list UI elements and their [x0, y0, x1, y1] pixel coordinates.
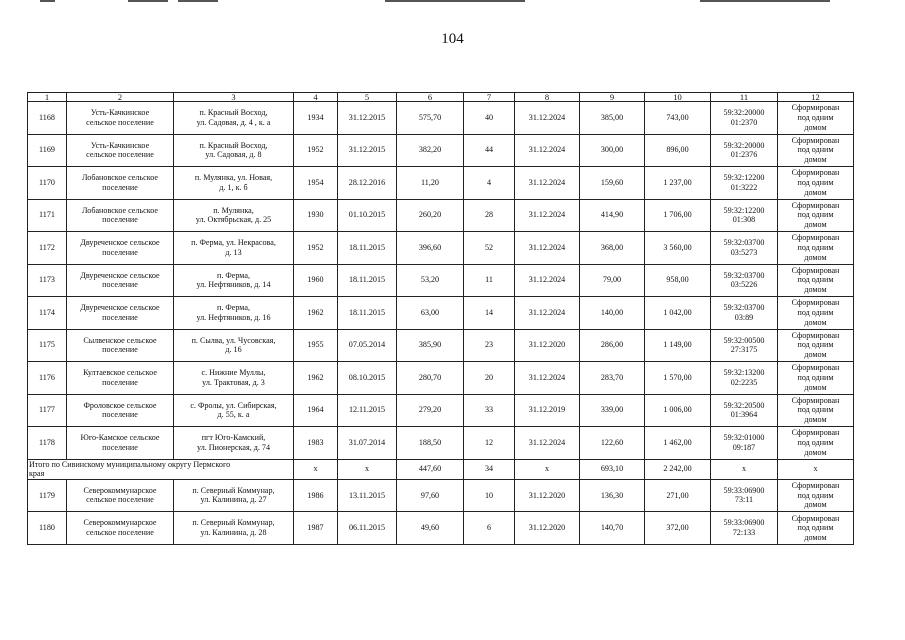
- cost-cell: 271,00: [645, 479, 711, 512]
- residents-cell: 28: [464, 199, 515, 232]
- date-cell: 18.11.2015: [338, 297, 397, 330]
- row-number-cell: 1170: [28, 167, 67, 200]
- cadastral-cell: 59:33:06900 73:11: [711, 479, 778, 512]
- year-built-cell: 1934: [294, 102, 338, 135]
- deadline-cell: 31.12.2024: [515, 167, 580, 200]
- cadastral-cell: 59:32:20000 01:2370: [711, 102, 778, 135]
- row-number-cell: 1171: [28, 199, 67, 232]
- deadline-cell: 31.12.2024: [515, 297, 580, 330]
- row-number-cell: 1173: [28, 264, 67, 297]
- column-number-header: 12: [778, 93, 854, 102]
- area-relocated-cell: 339,00: [580, 394, 645, 427]
- year-built-cell: 1987: [294, 512, 338, 545]
- residents-cell: 20: [464, 362, 515, 395]
- row-number-cell: 1168: [28, 102, 67, 135]
- row-number-cell: 1180: [28, 512, 67, 545]
- table-row: [28, 134, 854, 167]
- column-number-header: 3: [174, 93, 294, 102]
- address-cell: с. Фролы, ул. Сибирская, д. 55, к. а: [174, 394, 294, 427]
- cost-cell: 958,00: [645, 264, 711, 297]
- row-number-cell: 1179: [28, 479, 67, 512]
- table-row: [28, 512, 854, 545]
- deadline-cell: 31.12.2024: [515, 264, 580, 297]
- year-built-cell: 1954: [294, 167, 338, 200]
- year-built-cell: 1952: [294, 134, 338, 167]
- year-built-cell: 1962: [294, 362, 338, 395]
- settlement-cell: Юго-Камское сельское поселение: [67, 427, 174, 460]
- table-row: [28, 297, 854, 330]
- settlement-cell: Двуреченское сельское поселение: [67, 297, 174, 330]
- table-row: [28, 329, 854, 362]
- settlement-cell: Северокоммунарское сельское поселение: [67, 512, 174, 545]
- residents-cell: 12: [464, 427, 515, 460]
- cadastral-cell: 59:32:20500 01:3964: [711, 394, 778, 427]
- total-area-cell: 447,60: [397, 459, 464, 479]
- cadastral-cell: 59:32:00500 27:3175: [711, 329, 778, 362]
- deadline-cell: 31.12.2024: [515, 134, 580, 167]
- cost-cell: 1 006,00: [645, 394, 711, 427]
- area-relocated-cell: 286,00: [580, 329, 645, 362]
- table-row: [28, 427, 854, 460]
- address-cell: с. Нижние Муллы, ул. Трактовая, д. 3: [174, 362, 294, 395]
- column-number-header: 7: [464, 93, 515, 102]
- area-relocated-cell: 283,70: [580, 362, 645, 395]
- date-cell: 01.10.2015: [338, 199, 397, 232]
- residents-cell: 33: [464, 394, 515, 427]
- cost-cell: 1 462,00: [645, 427, 711, 460]
- area-cell: 11,20: [397, 167, 464, 200]
- address-cell: пгт Юго-Камский, ул. Пионерская, д. 74: [174, 427, 294, 460]
- area-cell: 575,70: [397, 102, 464, 135]
- area-cell: 49,60: [397, 512, 464, 545]
- note-cell: Сформирован под одним домом: [778, 329, 854, 362]
- column-number-header: 10: [645, 93, 711, 102]
- note-cell: Сформирован под одним домом: [778, 297, 854, 330]
- deadline-cell: 31.12.2024: [515, 427, 580, 460]
- address-cell: п. Мулянка, ул. Октябрьская, д. 25: [174, 199, 294, 232]
- scan-edge-mark: [700, 0, 830, 2]
- date-cell: 31.12.2015: [338, 134, 397, 167]
- settlement-cell: Усть-Качкинское сельское поселение: [67, 102, 174, 135]
- settlement-cell: Лобановское сельское поселение: [67, 199, 174, 232]
- address-cell: п. Красный Восход, ул. Садовая, д. 8: [174, 134, 294, 167]
- row-number-cell: 1172: [28, 232, 67, 265]
- area-cell: 279,20: [397, 394, 464, 427]
- residents-cell: 23: [464, 329, 515, 362]
- area-cell: 280,70: [397, 362, 464, 395]
- year-built-cell: 1960: [294, 264, 338, 297]
- total-cost-cell: 2 242,00: [645, 459, 711, 479]
- area-relocated-cell: 368,00: [580, 232, 645, 265]
- note-cell: Сформирован под одним домом: [778, 232, 854, 265]
- cadastral-cell: 59:32:12200 01:3222: [711, 167, 778, 200]
- row-number-cell: 1177: [28, 394, 67, 427]
- area-relocated-cell: 136,30: [580, 479, 645, 512]
- year-built-cell: 1964: [294, 394, 338, 427]
- cost-cell: 1 042,00: [645, 297, 711, 330]
- cadastral-cell: 59:32:03700 03:5226: [711, 264, 778, 297]
- column-number-row: [28, 93, 854, 102]
- total-area-relocated-cell: 693,10: [580, 459, 645, 479]
- area-relocated-cell: 122,60: [580, 427, 645, 460]
- scan-edge-mark: [128, 0, 168, 2]
- address-cell: п. Красный Восход, ул. Садовая, д. 4 , к. а: [174, 102, 294, 135]
- area-relocated-cell: 300,00: [580, 134, 645, 167]
- cadastral-cell: 59:32:20000 01:2376: [711, 134, 778, 167]
- total-date-cell: х: [338, 459, 397, 479]
- row-number-cell: 1175: [28, 329, 67, 362]
- total-label: Итого по Сивинскому муниципальному округу Пермского края: [28, 459, 294, 479]
- row-number-cell: 1169: [28, 134, 67, 167]
- address-cell: п. Мулянка, ул. Новая, д. 1, к. б: [174, 167, 294, 200]
- area-cell: 385,90: [397, 329, 464, 362]
- total-residents-cell: 34: [464, 459, 515, 479]
- deadline-cell: 31.12.2019: [515, 394, 580, 427]
- table-row: [28, 394, 854, 427]
- area-cell: 188,50: [397, 427, 464, 460]
- area-relocated-cell: 140,70: [580, 512, 645, 545]
- housing-register-table: [27, 92, 854, 545]
- residents-cell: 40: [464, 102, 515, 135]
- cost-cell: 1 706,00: [645, 199, 711, 232]
- area-cell: 396,60: [397, 232, 464, 265]
- address-cell: п. Ферма, ул. Нефтяников, д. 16: [174, 297, 294, 330]
- total-note-cell: х: [778, 459, 854, 479]
- area-relocated-cell: 414,90: [580, 199, 645, 232]
- date-cell: 12.11.2015: [338, 394, 397, 427]
- note-cell: Сформирован под одним домом: [778, 264, 854, 297]
- date-cell: 18.11.2015: [338, 232, 397, 265]
- settlement-cell: Фроловское сельское поселение: [67, 394, 174, 427]
- cost-cell: 3 560,00: [645, 232, 711, 265]
- scan-edge-mark: [40, 0, 55, 2]
- address-cell: п. Ферма, ул. Некрасова, д. 13: [174, 232, 294, 265]
- residents-cell: 44: [464, 134, 515, 167]
- deadline-cell: 31.12.2024: [515, 232, 580, 265]
- settlement-cell: Двуреченское сельское поселение: [67, 232, 174, 265]
- residents-cell: 10: [464, 479, 515, 512]
- table-row: [28, 264, 854, 297]
- total-row: [28, 459, 854, 479]
- column-number-header: 6: [397, 93, 464, 102]
- date-cell: 08.10.2015: [338, 362, 397, 395]
- note-cell: Сформирован под одним домом: [778, 134, 854, 167]
- address-cell: п. Северный Коммунар, ул. Калинина, д. 28: [174, 512, 294, 545]
- page-number: 104: [441, 31, 464, 47]
- residents-cell: 52: [464, 232, 515, 265]
- area-cell: 53,20: [397, 264, 464, 297]
- cost-cell: 372,00: [645, 512, 711, 545]
- area-cell: 97,60: [397, 479, 464, 512]
- deadline-cell: 31.12.2020: [515, 512, 580, 545]
- area-relocated-cell: 79,00: [580, 264, 645, 297]
- table-row: [28, 167, 854, 200]
- scan-edge-mark: [178, 0, 218, 2]
- cost-cell: 743,00: [645, 102, 711, 135]
- row-number-cell: 1178: [28, 427, 67, 460]
- table-row: [28, 102, 854, 135]
- address-cell: п. Ферма, ул. Нефтяников, д. 14: [174, 264, 294, 297]
- settlement-cell: Лобановское сельское поселение: [67, 167, 174, 200]
- date-cell: 13.11.2015: [338, 479, 397, 512]
- area-relocated-cell: 385,00: [580, 102, 645, 135]
- deadline-cell: 31.12.2024: [515, 199, 580, 232]
- table-row: [28, 362, 854, 395]
- column-number-header: 11: [711, 93, 778, 102]
- cost-cell: 1 149,00: [645, 329, 711, 362]
- total-deadline-cell: х: [515, 459, 580, 479]
- cadastral-cell: 59:32:12200 01:308: [711, 199, 778, 232]
- residents-cell: 11: [464, 264, 515, 297]
- deadline-cell: 31.12.2020: [515, 479, 580, 512]
- note-cell: Сформирован под одним домом: [778, 394, 854, 427]
- cost-cell: 1 237,00: [645, 167, 711, 200]
- settlement-cell: Сылвенское сельское поселение: [67, 329, 174, 362]
- note-cell: Сформирован под одним домом: [778, 427, 854, 460]
- note-cell: Сформирован под одним домом: [778, 512, 854, 545]
- address-cell: п. Северный Коммунар, ул. Калинина, д. 27: [174, 479, 294, 512]
- table-row: [28, 232, 854, 265]
- date-cell: 18.11.2015: [338, 264, 397, 297]
- scan-edge-mark: [385, 0, 525, 2]
- area-cell: 63,00: [397, 297, 464, 330]
- cadastral-cell: 59:32:03700 03:5273: [711, 232, 778, 265]
- residents-cell: 6: [464, 512, 515, 545]
- settlement-cell: Култаевское сельское поселение: [67, 362, 174, 395]
- row-number-cell: 1176: [28, 362, 67, 395]
- cost-cell: 896,00: [645, 134, 711, 167]
- column-number-header: 8: [515, 93, 580, 102]
- date-cell: 28.12.2016: [338, 167, 397, 200]
- row-number-cell: 1174: [28, 297, 67, 330]
- address-cell: п. Сылва, ул. Чусовская, д. 16: [174, 329, 294, 362]
- year-built-cell: 1955: [294, 329, 338, 362]
- settlement-cell: Северокоммунарское сельское поселение: [67, 479, 174, 512]
- settlement-cell: Двуреченское сельское поселение: [67, 264, 174, 297]
- cadastral-cell: 59:32:13200 02:2235: [711, 362, 778, 395]
- note-cell: Сформирован под одним домом: [778, 362, 854, 395]
- year-built-cell: 1930: [294, 199, 338, 232]
- year-built-cell: 1986: [294, 479, 338, 512]
- column-number-header: 9: [580, 93, 645, 102]
- column-number-header: 1: [28, 93, 67, 102]
- column-number-header: 4: [294, 93, 338, 102]
- settlement-cell: Усть-Качкинское сельское поселение: [67, 134, 174, 167]
- note-cell: Сформирован под одним домом: [778, 167, 854, 200]
- note-cell: Сформирован под одним домом: [778, 199, 854, 232]
- note-cell: Сформирован под одним домом: [778, 102, 854, 135]
- date-cell: 31.07.2014: [338, 427, 397, 460]
- deadline-cell: 31.12.2020: [515, 329, 580, 362]
- area-relocated-cell: 140,00: [580, 297, 645, 330]
- cadastral-cell: 59:32:03700 03:89: [711, 297, 778, 330]
- total-year-built-cell: х: [294, 459, 338, 479]
- year-built-cell: 1983: [294, 427, 338, 460]
- date-cell: 07.05.2014: [338, 329, 397, 362]
- column-number-header: 5: [338, 93, 397, 102]
- cadastral-cell: 59:32:01000 09:187: [711, 427, 778, 460]
- table-row: [28, 199, 854, 232]
- area-cell: 260,20: [397, 199, 464, 232]
- deadline-cell: 31.12.2024: [515, 362, 580, 395]
- residents-cell: 14: [464, 297, 515, 330]
- area-relocated-cell: 159,60: [580, 167, 645, 200]
- area-cell: 382,20: [397, 134, 464, 167]
- date-cell: 06.11.2015: [338, 512, 397, 545]
- deadline-cell: 31.12.2024: [515, 102, 580, 135]
- date-cell: 31.12.2015: [338, 102, 397, 135]
- note-cell: Сформирован под одним домом: [778, 479, 854, 512]
- table-row: [28, 479, 854, 512]
- column-number-header: 2: [67, 93, 174, 102]
- cadastral-cell: 59:33:06900 72:133: [711, 512, 778, 545]
- year-built-cell: 1952: [294, 232, 338, 265]
- cost-cell: 1 570,00: [645, 362, 711, 395]
- total-cadastral-cell: х: [711, 459, 778, 479]
- residents-cell: 4: [464, 167, 515, 200]
- year-built-cell: 1962: [294, 297, 338, 330]
